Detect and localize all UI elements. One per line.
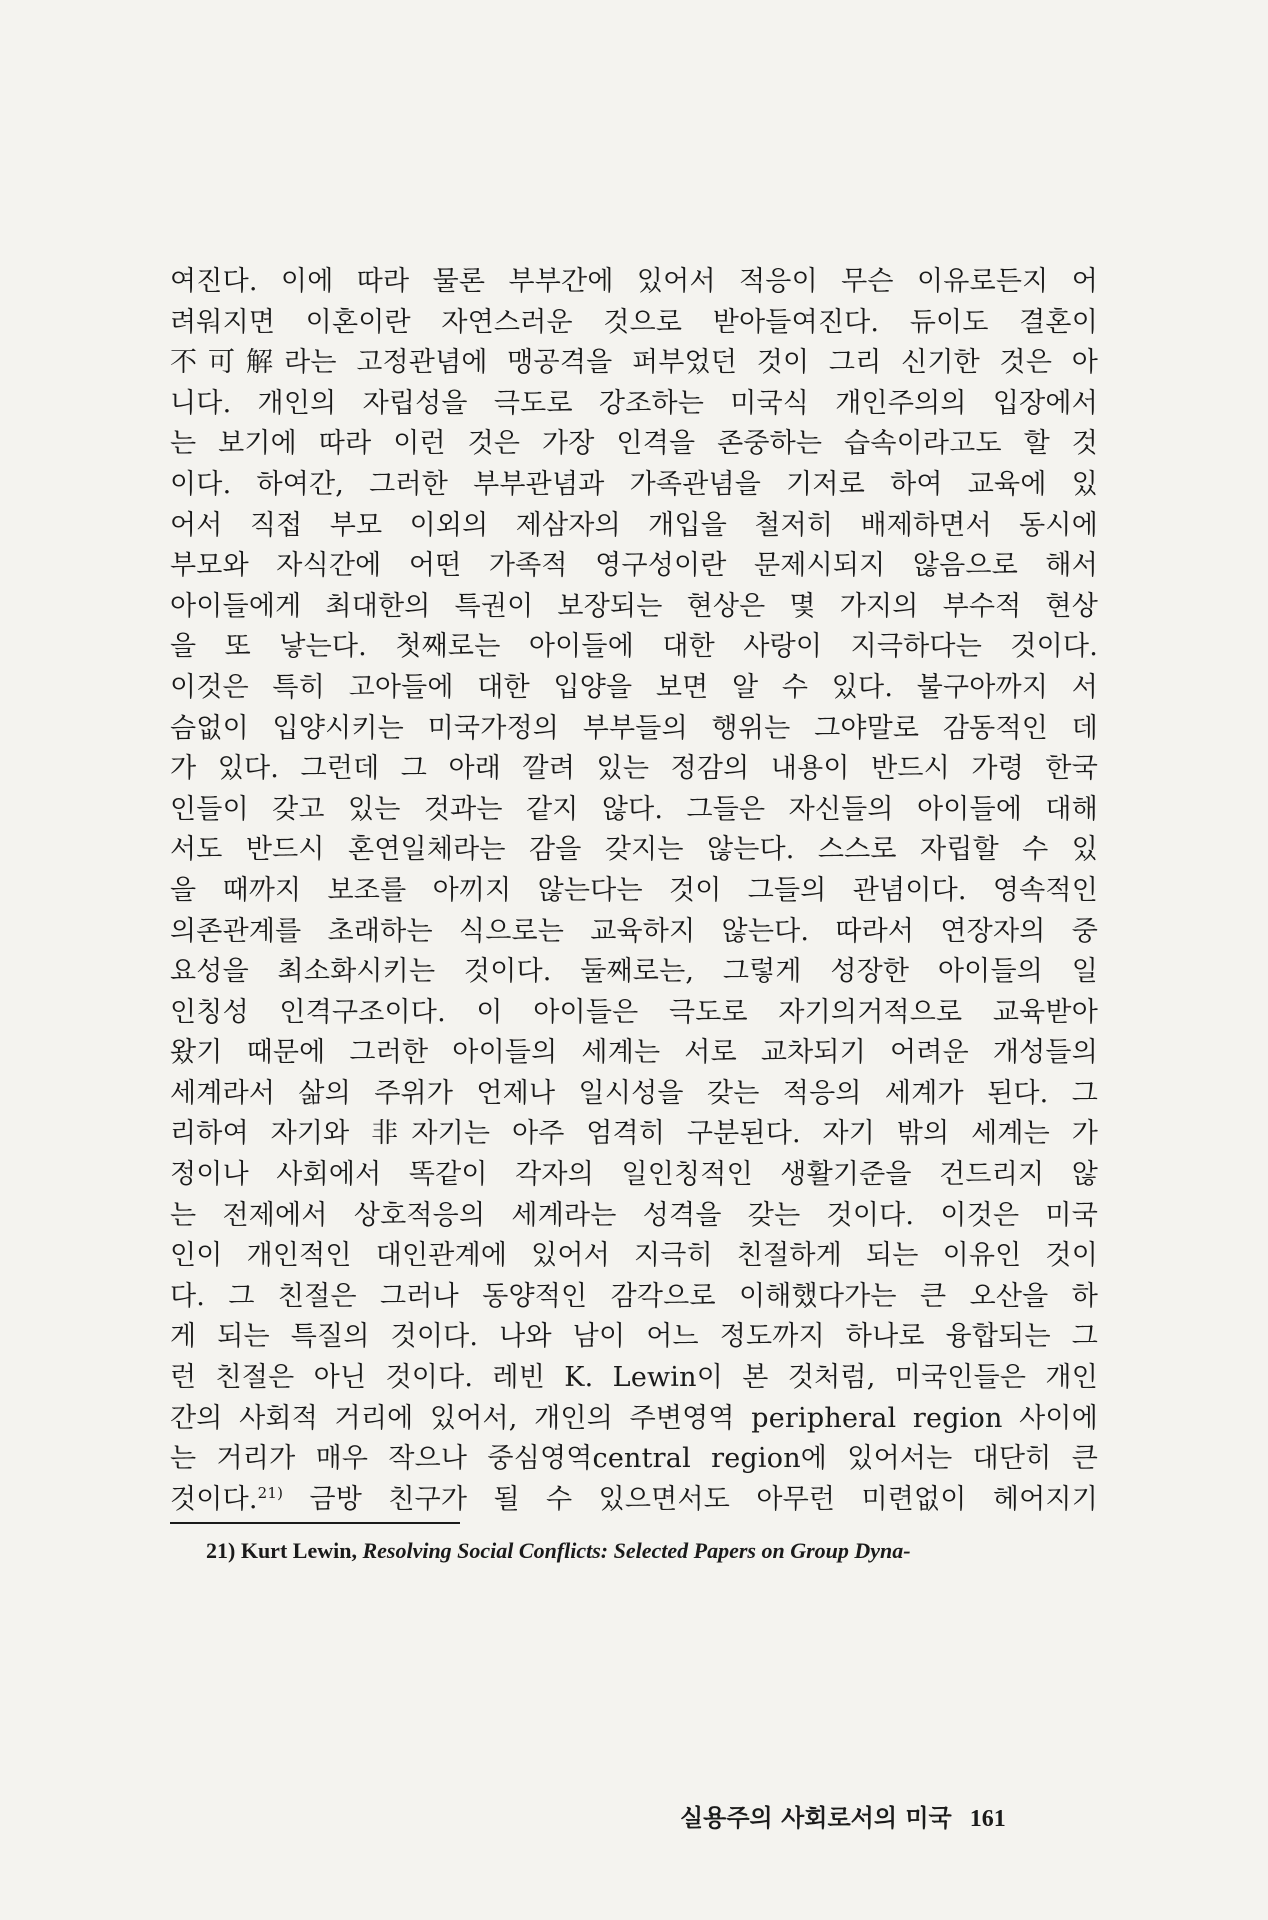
- body-text: [170, 262, 1098, 1480]
- body-text-line: 부모와 자식간에 어떤 가족적 영구성이란 문제시되지 않음으로 해서: [170, 550, 1098, 582]
- body-text-line: 런 친절은 아닌 것이다. 레빈 K. Lewin이 본 것처럼, 미국인들은 개인: [170, 1362, 1098, 1394]
- body-text-line: 는 보기에 따라 이런 것은 가장 인격을 존중하는 습속이라고도 할 것: [170, 428, 1098, 460]
- page-number: 161: [969, 1806, 1006, 1832]
- body-text-line: 어서 직접 부모 이외의 제삼자의 개입을 철저히 배제하면서 동시에: [170, 509, 1098, 541]
- body-text-line: 는 거리가 매우 작으나 중심영역central region에 있어서는 대단히 큰: [170, 1443, 1098, 1475]
- footnote-title: Resolving Social Conflicts: Selected Papers on Group Dyna-: [362, 1538, 911, 1564]
- footnote: [206, 1538, 1098, 1564]
- body-text-line: 인이 개인적인 대인관계에 있어서 지극히 친절하게 되는 이유인 것이: [170, 1240, 1098, 1272]
- last-line-end: 금방 친구가 될 수 있으면서도 아무런 미련없이 헤어지기: [283, 1483, 1098, 1515]
- body-text-line: 는 전제에서 상호적응의 세계라는 성격을 갖는 것이다. 이것은 미국: [170, 1199, 1098, 1231]
- body-text-line: 아이들에게 최대한의 특권이 보장되는 현상은 몇 가지의 부수적 현상: [170, 590, 1098, 622]
- body-text-line: 요성을 최소화시키는 것이다. 둘째로는, 그렇게 성장한 아이들의 일: [170, 956, 1098, 988]
- body-text-line: 게 되는 특질의 것이다. 나와 남이 어느 정도까지 하나로 융합되는 그: [170, 1321, 1098, 1353]
- body-text-line: 을 때까지 보조를 아끼지 않는다는 것이 그들의 관념이다. 영속적인: [170, 874, 1098, 906]
- page-footer: [680, 1798, 1006, 1833]
- body-text-line: 이다. 하여간, 그러한 부부관념과 가족관념을 기저로 하여 교육에 있: [170, 468, 1098, 500]
- body-text-line: 의존관계를 초래하는 식으로는 교육하지 않는다. 따라서 연장자의 중: [170, 915, 1098, 947]
- body-text-line: 니다. 개인의 자립성을 극도로 강조하는 미국식 개인주의의 입장에서: [170, 387, 1098, 419]
- body-text-line: 슴없이 입양시키는 미국가정의 부부들의 행위는 그야말로 감동적인 데: [170, 712, 1098, 744]
- body-text-line: 정이나 사회에서 똑같이 각자의 일인칭적인 생활기준을 건드리지 않: [170, 1159, 1098, 1191]
- body-text-line: 다. 그 친절은 그러나 동양적인 감각으로 이해했다가는 큰 오산을 하: [170, 1280, 1098, 1312]
- body-text-line: 간의 사회적 거리에 있어서, 개인의 주변영역 peripheral region 사이에: [170, 1402, 1098, 1434]
- footnote-marker: 21): [206, 1538, 236, 1564]
- body-text-line: 왔기 때문에 그러한 아이들의 세계는 서로 교차되기 어려운 개성들의: [170, 1037, 1098, 1069]
- body-text-line: 세계라서 삶의 주위가 언제나 일시성을 갖는 적응의 세계가 된다. 그: [170, 1077, 1098, 1109]
- body-text-last-line: [170, 1480, 1098, 1521]
- footnote-reference: 21): [257, 1483, 284, 1502]
- last-line-start: 것이다.: [170, 1483, 258, 1515]
- footnote-rule: [170, 1522, 460, 1524]
- body-text-line: 여진다. 이에 따라 물론 부부간에 있어서 적응이 무슨 이유로든지 어: [170, 266, 1098, 297]
- body-text-line: 을 또 낳는다. 첫째로는 아이들에 대한 사랑이 지극하다는 것이다.: [170, 631, 1098, 663]
- running-title: 실용주의 사회로서의 미국: [680, 1803, 952, 1832]
- footnote-author: Kurt Lewin,: [240, 1538, 357, 1564]
- body-text-line: 인칭성 인격구조이다. 이 아이들은 극도로 자기의거적으로 교육받아: [170, 996, 1098, 1028]
- body-text-line: 가 있다. 그런데 그 아래 깔려 있는 정감의 내용이 반드시 가령 한국: [170, 753, 1098, 785]
- body-text-line: 不可解라는 고정관념에 맹공격을 퍼부었던 것이 그리 신기한 것은 아: [170, 347, 1098, 379]
- body-text-line: 리하여 자기와 非자기는 아주 엄격히 구분된다. 자기 밖의 세계는 가: [170, 1118, 1098, 1150]
- body-text-line: 이것은 특히 고아들에 대한 입양을 보면 알 수 있다. 불구아까지 서: [170, 671, 1098, 703]
- body-text-line: 인들이 갖고 있는 것과는 같지 않다. 그들은 자신들의 아이들에 대해: [170, 793, 1098, 825]
- page-body: [170, 262, 1098, 1564]
- body-text-line: 서도 반드시 혼연일체라는 감을 갖지는 않는다. 스스로 자립할 수 있: [170, 834, 1098, 866]
- body-text-line: 려워지면 이혼이란 자연스러운 것으로 받아들여진다. 듀이도 결혼이: [170, 306, 1098, 338]
